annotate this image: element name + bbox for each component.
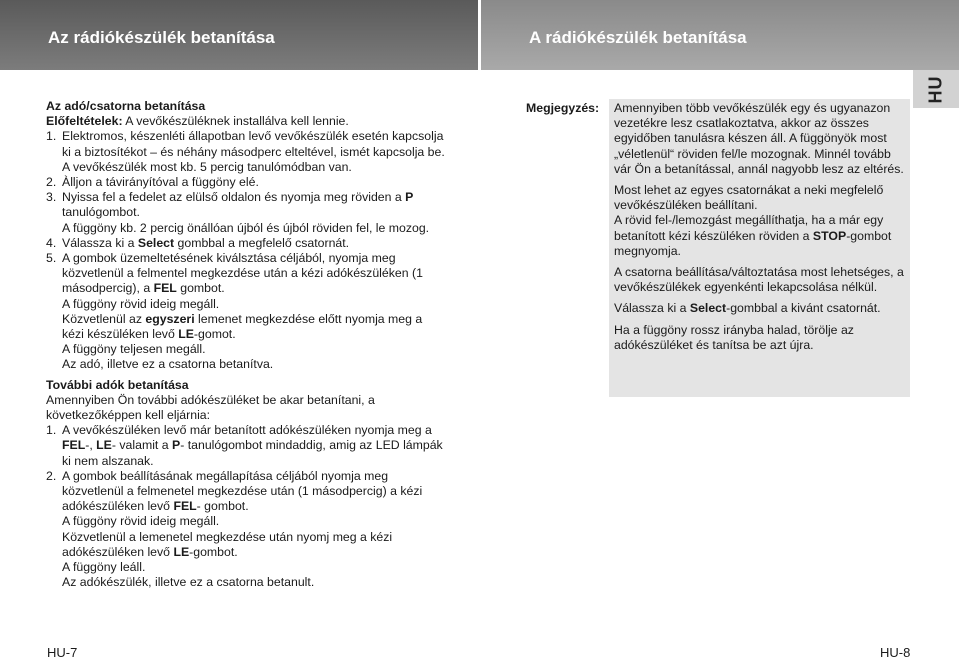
text: Válassza ki a	[62, 235, 138, 250]
prereq-label: Előfeltételek:	[46, 114, 123, 129]
step-3	[46, 190, 446, 236]
step-text	[62, 251, 446, 297]
right-page-title: A rádiókészülék betanítása	[529, 28, 747, 47]
step-1	[46, 129, 446, 175]
step-number: 2.	[46, 468, 57, 483]
prereq-text: A vevőkészüléknek installálva kell lennie.	[122, 114, 349, 129]
step-text: Elektromos, készenléti állapotban levő vevőkészülék esetén kapcsolja ki a biztosítékot – és néhány másodperc elteltével, ismét kapcsolja be.	[62, 129, 445, 159]
text: tanulógombot.	[62, 205, 140, 220]
step-subtext: Az adókészülék, illetve ez a csatorna betanult.	[62, 575, 315, 590]
prerequisites	[46, 114, 446, 129]
step-4	[46, 236, 446, 251]
note-paragraph-4	[614, 301, 904, 316]
section-intro: Amennyiben Ön további adókészüléket be akar betanítani, a következőképpen kell eljárnia:	[46, 392, 375, 423]
text: -gombbal a kivánt csatornát.	[726, 301, 881, 316]
text: - tanulógombot mindaddig, amig az LED lámpák ki nem alszanak.	[62, 438, 443, 468]
text: -gombot megnyomja.	[614, 228, 892, 258]
key-label: P	[172, 438, 181, 453]
text: Közvetlenül a lemenetel megkezdése után nyomj meg a kézi adókészüléken levő	[62, 529, 393, 559]
text: A gombok üzemeltetésének kiválsztása céljából, nyomja meg közvetlenül a felmentel megkezdése után a kézi adókészüléken (1 másodpercig), a	[62, 251, 423, 296]
note-paragraph-1: Amennyiben több vevőkészülék egy és ugyanazon vezetékre lesz csatlakoztatva, akkor az összes egyidőben tanulásra készen áll. A függönyök most „véletlenül“ röviden fel/le mozognak. Minnél tovább vár Ön a betanítással, annál nagyobb lesz az eltérés.	[614, 101, 904, 176]
key-label: P	[405, 190, 414, 205]
step-subtext: A függöny rövid ideig megáll.	[62, 514, 220, 529]
step-number: 1.	[46, 129, 57, 144]
step-subtext: A függöny teljesen megáll.	[62, 342, 206, 357]
note-paragraph-5: Ha a függöny rossz irányba halad, törölje az adókészüléket és tanítsa be azt újra.	[614, 322, 854, 352]
step-subtext: A vevőkészülék most kb. 5 percig tanulómódban van.	[62, 159, 352, 174]
left-page-number: HU-7	[47, 645, 78, 660]
text: -gomot.	[193, 327, 236, 342]
key-label: FEL	[173, 499, 197, 514]
text: -gombot.	[189, 544, 238, 559]
key-label: LE	[96, 438, 112, 453]
key-label: LE	[173, 544, 190, 559]
key-label: LE	[178, 327, 194, 342]
step-subtext	[62, 530, 446, 560]
step-number: 3.	[46, 190, 57, 205]
text: gombot.	[176, 281, 225, 296]
step-2	[46, 175, 446, 190]
text: gombbal a megfelelő csatornát.	[174, 235, 350, 250]
language-tab	[913, 70, 959, 108]
key-label: FEL	[153, 281, 177, 296]
emphasis: egyszeri	[145, 311, 195, 326]
step-number: 1.	[46, 423, 57, 438]
text: A vevőkészüléken levő már betanított adókészüléken nyomja meg a	[62, 423, 432, 438]
step-number: 4.	[46, 235, 57, 250]
left-page-header	[0, 0, 478, 70]
step-text: Àlljon a távirányítóval a függöny elé.	[62, 175, 259, 190]
text: Nyissa fel a fedelet az elülső oldalon és nyomja meg röviden a	[62, 190, 406, 205]
step-number: 2.	[46, 175, 57, 190]
language-code: HU	[925, 75, 946, 103]
text: lemenet megkezdése előtt nyomja meg a kézi készüléken levő	[62, 311, 423, 342]
note-label: Megjegyzés:	[526, 101, 600, 115]
step-5	[46, 251, 446, 373]
text: - valamit a	[111, 438, 173, 453]
text: -,	[85, 438, 97, 453]
step-subtext	[62, 312, 446, 342]
key-label: Select	[137, 235, 175, 250]
text: - gombot.	[196, 499, 249, 514]
section-heading-channel: Az adó/csatorna betanítása	[46, 99, 206, 113]
step-text	[62, 469, 446, 515]
key-label: STOP	[812, 228, 847, 243]
step-subtext: A függöny rövid ideig megáll.	[62, 296, 220, 311]
key-label: Select	[689, 301, 727, 316]
text: Közvetlenül az	[62, 311, 146, 326]
right-page-header	[481, 0, 959, 70]
section-heading-additional: További adók betanítása	[46, 377, 189, 392]
step-text	[62, 236, 446, 251]
left-column	[46, 99, 446, 591]
note-paragraph-3: A csatorna beállítása/változtatása most lehetséges, a vevőkészülékek egyenkénti lekapcsolása nélkül.	[614, 265, 904, 295]
left-page-title: Az rádiókészülék betanítása	[48, 28, 275, 47]
step-text	[62, 190, 446, 220]
note-box	[609, 99, 910, 397]
note-paragraph-2	[614, 183, 904, 259]
additional-step-2	[46, 469, 446, 591]
step-text	[62, 423, 446, 469]
step-subtext: Az adó, illetve ez a csatorna betanítva.	[62, 357, 274, 372]
key-label: FEL	[62, 438, 86, 453]
step-number: 5.	[46, 251, 57, 266]
text: Válassza ki a	[614, 301, 690, 316]
text: A gombok beállításának megállapítása céljából nyomja meg közvetlenül a felmenetel megkezdése után (1 másodpercig) a kézi adókészüléken levő	[62, 468, 423, 514]
additional-step-1	[46, 423, 446, 469]
step-subtext: A függöny leáll.	[62, 560, 146, 575]
right-page-number: HU-8	[880, 645, 911, 660]
text: Most lehet az egyes csatornákat a neki megfelelő vevőkészüléken beállítani. A rövid fel-/lemozgást megállíthatja, ha a már egy betanított kézi készüléken röviden a	[614, 183, 884, 243]
step-subtext: A függöny kb. 2 percig önállóan újból és újból röviden fel, le mozog.	[62, 220, 430, 235]
